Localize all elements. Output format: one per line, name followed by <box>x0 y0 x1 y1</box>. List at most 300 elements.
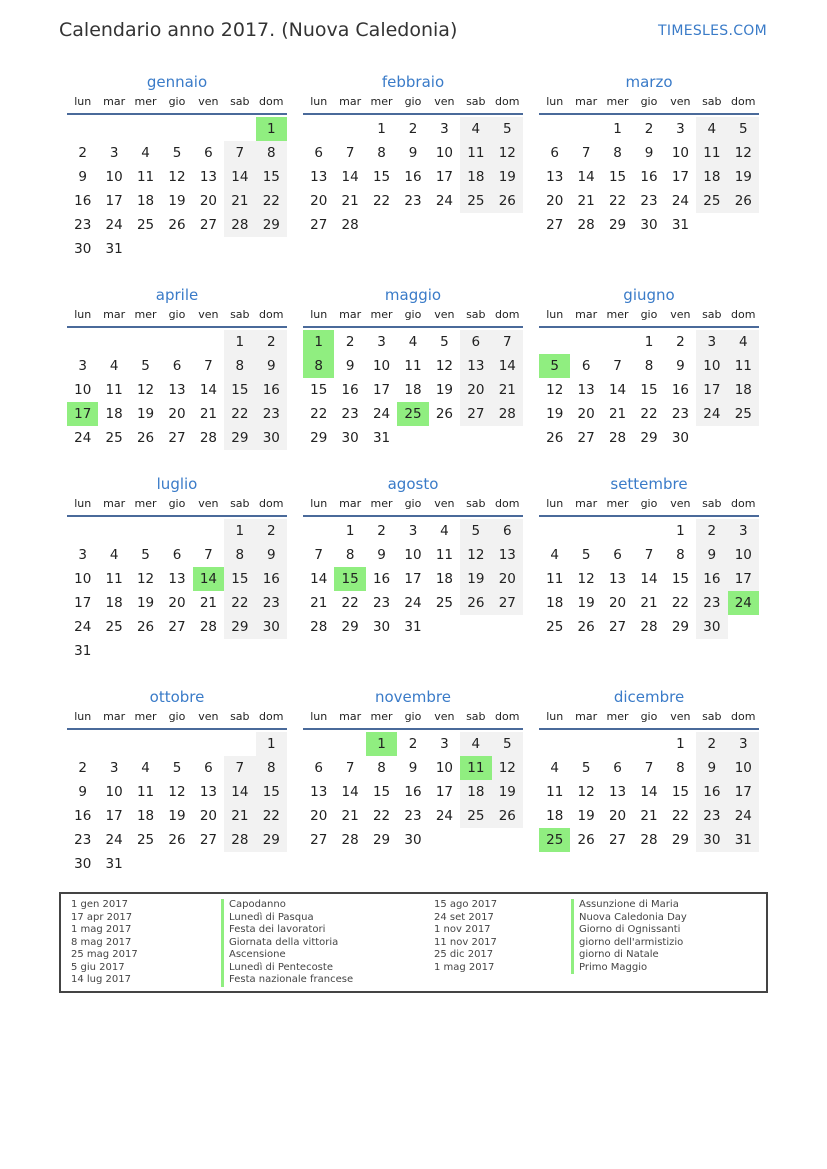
day: 12 <box>546 382 564 398</box>
day: 13 <box>608 784 627 800</box>
day: 1 <box>224 519 255 543</box>
day: 25 <box>105 430 123 446</box>
day: 16 <box>640 169 658 185</box>
day: 16 <box>256 378 287 402</box>
day-grid <box>67 117 287 261</box>
day-grid <box>67 519 287 663</box>
weekday-label: mer <box>134 710 157 723</box>
day: 11 <box>136 784 155 800</box>
day: 8 <box>377 145 386 161</box>
weekday-label: ven <box>198 710 219 723</box>
day: 14 <box>640 784 658 800</box>
day: 7 <box>224 756 255 780</box>
day: 12 <box>577 571 595 587</box>
day: 5 <box>440 334 449 350</box>
weekday-label: sab <box>230 710 250 723</box>
weekday-label: lun <box>310 308 328 321</box>
weekday-label: mar <box>103 308 126 321</box>
day: 16 <box>696 567 727 591</box>
day: 9 <box>676 358 685 374</box>
day: 13 <box>168 382 186 398</box>
holiday-date: 15 ago 2017 <box>434 899 498 910</box>
day: 24 <box>728 804 759 828</box>
day: 4 <box>550 547 559 563</box>
day: 20 <box>546 193 564 209</box>
empty-cell <box>130 519 161 543</box>
empty-cell <box>161 732 192 756</box>
day: 22 <box>256 189 287 213</box>
weekday-label: mar <box>103 95 126 108</box>
day: 3 <box>440 736 449 752</box>
day: 13 <box>168 571 186 587</box>
weekday-label: dom <box>259 308 284 321</box>
day: 10 <box>728 543 759 567</box>
day: 29 <box>256 828 287 852</box>
day: 24 <box>404 595 422 611</box>
day: 12 <box>435 358 454 374</box>
empty-cell <box>539 330 570 354</box>
day: 19 <box>728 165 759 189</box>
holiday-date: 1 mag 2017 <box>434 961 495 973</box>
day: 2 <box>696 732 727 756</box>
day: 23 <box>372 595 391 611</box>
day: 11 <box>404 358 422 374</box>
day: 29 <box>310 430 328 446</box>
day: 8 <box>676 547 685 563</box>
weekday-label: gio <box>640 308 658 321</box>
day: 24 <box>74 619 92 635</box>
day: 10 <box>372 358 391 374</box>
month-name: dicembre <box>613 688 685 706</box>
day: 27 <box>310 217 328 233</box>
day: 23 <box>341 406 359 422</box>
empty-cell <box>193 519 224 543</box>
day: 9 <box>644 145 654 161</box>
day: 18 <box>105 595 123 611</box>
day: 28 <box>577 217 595 233</box>
day: 5 <box>581 547 591 563</box>
empty-cell <box>98 330 129 354</box>
weekday-label: sab <box>702 710 722 723</box>
day: 29 <box>640 430 658 446</box>
weekday-label: sab <box>466 95 486 108</box>
day: 21 <box>199 595 218 611</box>
weekday-header <box>539 308 759 328</box>
day: 28 <box>199 619 218 635</box>
holiday-day: 17 <box>67 402 98 426</box>
day: 24 <box>105 832 123 848</box>
day: 3 <box>377 334 386 350</box>
day: 26 <box>546 430 564 446</box>
empty-cell <box>130 330 161 354</box>
day: 21 <box>199 406 218 422</box>
month-gennaio <box>67 70 287 261</box>
day: 26 <box>435 406 454 422</box>
day: 26 <box>168 832 186 848</box>
weekday-label: dom <box>259 95 284 108</box>
day: 25 <box>696 189 727 213</box>
day: 24 <box>696 402 727 426</box>
weekday-label: mer <box>134 497 157 510</box>
empty-cell <box>224 732 255 756</box>
day: 29 <box>341 619 359 635</box>
day: 13 <box>492 543 523 567</box>
weekday-header <box>539 95 759 115</box>
day: 25 <box>435 595 454 611</box>
day: 27 <box>460 402 491 426</box>
day: 31 <box>105 856 123 872</box>
day: 15 <box>608 169 627 185</box>
day: 31 <box>372 430 391 446</box>
day: 21 <box>310 595 328 611</box>
day: 16 <box>74 193 92 209</box>
day: 28 <box>341 217 359 233</box>
day: 30 <box>74 856 92 872</box>
month-giugno <box>539 283 759 450</box>
weekday-label: ven <box>670 308 691 321</box>
day: 23 <box>696 591 727 615</box>
day: 9 <box>696 756 727 780</box>
day-grid <box>539 519 759 639</box>
day: 21 <box>341 808 359 824</box>
weekday-header <box>303 497 523 517</box>
weekday-label: mar <box>575 308 598 321</box>
day: 6 <box>204 760 213 776</box>
day: 15 <box>310 382 328 398</box>
day: 10 <box>671 145 690 161</box>
day: 22 <box>671 595 690 611</box>
day: 2 <box>345 334 355 350</box>
day: 23 <box>404 808 422 824</box>
day: 28 <box>199 430 218 446</box>
weekday-label: ven <box>434 308 455 321</box>
day: 12 <box>168 784 186 800</box>
day: 15 <box>224 378 255 402</box>
day-grid <box>539 117 759 237</box>
empty-cell <box>570 732 601 756</box>
weekday-label: gio <box>168 95 186 108</box>
day: 10 <box>404 547 422 563</box>
day: 14 <box>224 165 255 189</box>
day: 28 <box>341 832 359 848</box>
day: 23 <box>696 804 727 828</box>
empty-cell <box>570 330 601 354</box>
day: 19 <box>136 406 155 422</box>
day: 7 <box>204 547 213 563</box>
day: 1 <box>345 523 355 539</box>
empty-cell <box>98 117 129 141</box>
day: 15 <box>256 165 287 189</box>
weekday-label: sab <box>702 95 722 108</box>
day: 19 <box>546 406 564 422</box>
day: 16 <box>341 382 359 398</box>
holiday-day: 14 <box>193 567 224 591</box>
month-agosto <box>303 472 523 639</box>
day: 29 <box>608 217 627 233</box>
day: 3 <box>408 523 418 539</box>
day: 11 <box>435 547 454 563</box>
day: 20 <box>577 406 595 422</box>
day: 4 <box>550 760 559 776</box>
day: 12 <box>728 141 759 165</box>
day: 29 <box>372 832 391 848</box>
holiday-date: 14 lug 2017 <box>71 974 131 985</box>
empty-cell <box>303 519 334 543</box>
weekday-header <box>303 308 523 328</box>
month-name: ottobre <box>149 688 205 706</box>
weekday-label: mar <box>103 497 126 510</box>
weekday-label: gio <box>640 710 658 723</box>
day: 2 <box>256 330 287 354</box>
day: 20 <box>199 193 218 209</box>
day: 11 <box>460 141 491 165</box>
day: 12 <box>168 169 186 185</box>
weekday-label: lun <box>74 497 92 510</box>
day: 26 <box>728 189 759 213</box>
day: 21 <box>341 193 359 209</box>
day-grid <box>539 330 759 450</box>
day: 1 <box>613 121 622 137</box>
day: 31 <box>105 241 123 257</box>
holiday-name: Nuova Caledonia Day <box>571 912 687 925</box>
holiday-date: 25 mag 2017 <box>71 949 138 960</box>
day: 14 <box>492 354 523 378</box>
day: 13 <box>310 169 328 185</box>
day: 17 <box>435 169 454 185</box>
day: 9 <box>345 358 355 374</box>
day: 17 <box>728 567 759 591</box>
day: 17 <box>372 382 391 398</box>
weekday-label: sab <box>702 497 722 510</box>
day: 24 <box>671 193 690 209</box>
day: 1 <box>256 732 287 756</box>
site-link[interactable]: TIMESLES.COM <box>658 23 767 39</box>
day: 8 <box>256 141 287 165</box>
day: 2 <box>408 121 418 137</box>
day: 11 <box>728 354 759 378</box>
day: 7 <box>644 547 654 563</box>
day: 2 <box>78 145 87 161</box>
holiday-name: giorno di Natale <box>571 949 687 962</box>
day: 8 <box>613 145 622 161</box>
day: 21 <box>224 189 255 213</box>
day: 13 <box>310 784 328 800</box>
empty-cell <box>303 117 334 141</box>
holiday-day: 1 <box>256 117 287 141</box>
weekday-label: dom <box>731 308 756 321</box>
day: 21 <box>492 378 523 402</box>
empty-cell <box>98 732 129 756</box>
day: 30 <box>256 426 287 450</box>
empty-cell <box>539 732 570 756</box>
day: 6 <box>204 145 213 161</box>
day: 6 <box>613 760 622 776</box>
day: 23 <box>671 406 690 422</box>
day: 25 <box>460 804 491 828</box>
day: 18 <box>136 193 155 209</box>
day: 31 <box>74 643 92 659</box>
day: 24 <box>74 430 92 446</box>
day: 15 <box>372 784 391 800</box>
day: 24 <box>435 193 454 209</box>
day: 30 <box>696 615 727 639</box>
day: 17 <box>696 378 727 402</box>
month-name: novembre <box>375 688 451 706</box>
weekday-header <box>67 95 287 115</box>
empty-cell <box>303 732 334 756</box>
day: 2 <box>377 523 386 539</box>
month-name: gennaio <box>146 73 208 91</box>
day: 3 <box>676 121 685 137</box>
day: 7 <box>224 141 255 165</box>
day: 8 <box>256 756 287 780</box>
month-name: settembre <box>610 475 688 493</box>
day: 26 <box>492 804 523 828</box>
day: 26 <box>577 619 595 635</box>
month-name: maggio <box>384 286 442 304</box>
day-grid <box>303 117 523 237</box>
day: 15 <box>224 567 255 591</box>
day: 28 <box>608 430 627 446</box>
holiday-name: Primo Maggio <box>571 962 687 975</box>
day: 18 <box>728 378 759 402</box>
weekday-header <box>67 308 287 328</box>
day: 5 <box>172 145 182 161</box>
day: 8 <box>224 543 255 567</box>
day: 20 <box>460 378 491 402</box>
day: 18 <box>696 165 727 189</box>
day: 19 <box>168 193 186 209</box>
day: 8 <box>377 760 386 776</box>
day: 23 <box>256 591 287 615</box>
holiday-day: 11 <box>460 756 491 780</box>
month-name: marzo <box>625 73 673 91</box>
day-grid <box>67 330 287 450</box>
day: 16 <box>404 169 422 185</box>
day: 12 <box>492 756 523 780</box>
day: 5 <box>172 760 182 776</box>
day: 1 <box>676 736 685 752</box>
day: 23 <box>640 193 658 209</box>
day: 4 <box>460 732 491 756</box>
weekday-label: ven <box>434 497 455 510</box>
day: 27 <box>199 217 218 233</box>
day: 27 <box>492 591 523 615</box>
day: 16 <box>256 567 287 591</box>
holiday-date: 17 apr 2017 <box>71 911 133 923</box>
day: 13 <box>460 354 491 378</box>
day: 13 <box>546 169 564 185</box>
page-title: Calendario anno 2017. (Nuova Caledonia) <box>59 19 458 41</box>
weekday-label: gio <box>168 710 186 723</box>
day: 9 <box>78 784 87 800</box>
day: 1 <box>644 334 654 350</box>
day: 29 <box>256 213 287 237</box>
day: 14 <box>341 784 359 800</box>
day: 6 <box>460 330 491 354</box>
day: 13 <box>577 382 595 398</box>
day: 26 <box>577 832 595 848</box>
weekday-label: lun <box>74 710 92 723</box>
empty-cell <box>570 117 601 141</box>
day: 14 <box>577 169 595 185</box>
day: 20 <box>608 595 627 611</box>
weekday-label: lun <box>546 308 564 321</box>
day: 25 <box>460 189 491 213</box>
day: 3 <box>728 732 759 756</box>
month-luglio <box>67 472 287 663</box>
day: 27 <box>546 217 564 233</box>
empty-cell <box>602 732 633 756</box>
day: 5 <box>728 117 759 141</box>
day: 20 <box>168 595 186 611</box>
day: 12 <box>460 543 491 567</box>
day: 29 <box>671 619 690 635</box>
day: 22 <box>224 591 255 615</box>
day: 28 <box>224 828 255 852</box>
weekday-label: mar <box>339 710 362 723</box>
weekday-label: gio <box>404 710 422 723</box>
day-grid <box>303 330 523 450</box>
day: 3 <box>440 121 449 137</box>
day: 9 <box>256 543 287 567</box>
holiday-day: 5 <box>539 354 570 378</box>
month-name: aprile <box>155 286 199 304</box>
day: 22 <box>671 808 690 824</box>
empty-cell <box>334 732 365 756</box>
empty-cell <box>161 519 192 543</box>
day: 14 <box>640 571 658 587</box>
weekday-header <box>303 710 523 730</box>
day: 15 <box>256 780 287 804</box>
day: 28 <box>310 619 328 635</box>
weekday-label: gio <box>404 497 422 510</box>
day: 11 <box>105 571 123 587</box>
empty-cell <box>539 519 570 543</box>
holiday-name: Capodanno <box>221 899 353 912</box>
weekday-label: mar <box>339 497 362 510</box>
weekday-label: sab <box>466 497 486 510</box>
empty-cell <box>130 117 161 141</box>
day: 7 <box>613 358 622 374</box>
day: 1 <box>676 523 685 539</box>
empty-cell <box>570 519 601 543</box>
day: 23 <box>256 402 287 426</box>
day: 10 <box>105 169 123 185</box>
weekday-label: lun <box>74 308 92 321</box>
day: 14 <box>199 382 218 398</box>
day: 12 <box>577 784 595 800</box>
day: 12 <box>136 382 155 398</box>
day: 18 <box>136 808 155 824</box>
weekday-label: lun <box>310 710 328 723</box>
weekday-label: lun <box>546 95 564 108</box>
day: 3 <box>109 145 119 161</box>
weekday-label: ven <box>198 308 219 321</box>
day: 7 <box>581 145 591 161</box>
weekday-label: gio <box>404 308 422 321</box>
day-grid <box>539 732 759 852</box>
day: 17 <box>105 808 123 824</box>
weekday-header <box>67 497 287 517</box>
day: 16 <box>671 382 690 398</box>
weekday-label: ven <box>670 497 691 510</box>
weekday-header <box>539 710 759 730</box>
day: 5 <box>492 732 523 756</box>
day: 6 <box>314 760 323 776</box>
day: 6 <box>581 358 591 374</box>
day: 15 <box>372 169 391 185</box>
